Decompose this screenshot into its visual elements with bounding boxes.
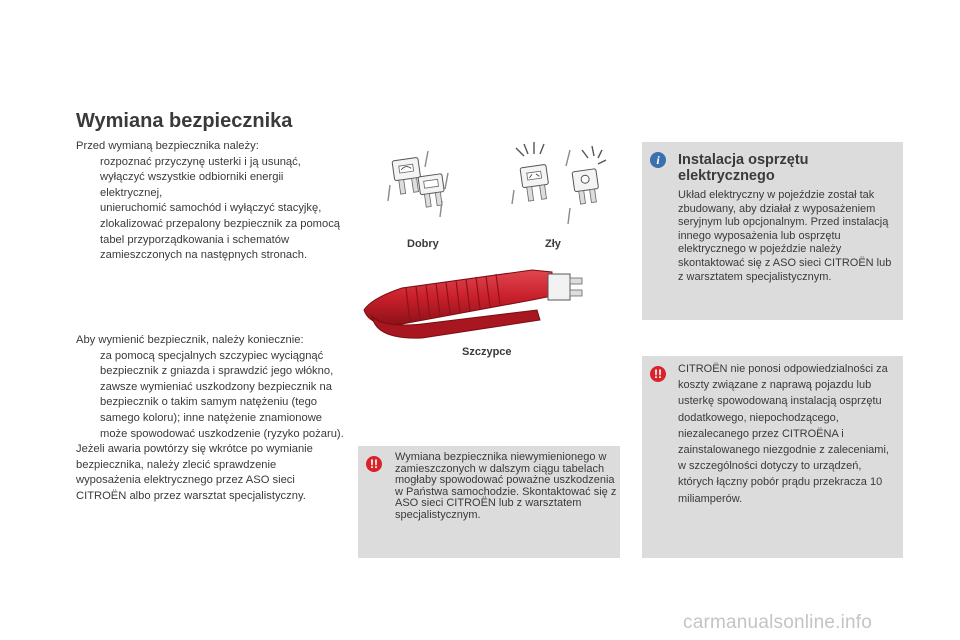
fuse-good-illustration: [384, 145, 464, 235]
instructions-before: [76, 139, 344, 264]
warning-icon: !!: [650, 366, 666, 382]
list-item: zawsze wymieniać uszkodzony bezpiecznik na bezpiecznik o takim samym natężeniu (tego samego koloru); inne natężenie znamionowe może spowodować uszkodzenie (ryzyko pożaru).: [100, 380, 344, 440]
caption-pliers: Szczypce: [462, 346, 512, 358]
info-text: Układ elektryczny w pojeździe został tak zbudowany, aby działał z wyposażeniem seryjnym lub opcjonalnym. Przed instalacją innego wyposażenia lub osprzętu elektrycznego w pojeździe należy skontaktować się z ASO sieci CITROËN lub z warsztatem specjalistycznym.: [678, 189, 892, 283]
warning-fuse-text: Wymiana bezpiecznika niewymienionego w zamieszczonych w dalszym ciągu tabelach mogłaby spowodować poważne uszkodzenia w Państwa samochodzie. Skontaktować się z ASO sieci CITROËN lub z warsztatem specjalistycznym.: [395, 451, 617, 521]
intro2-text: Aby wymienić bezpiecznik, należy koniecznie:: [76, 334, 304, 346]
caption-good: Dobry: [407, 238, 439, 250]
warning-liability-text: CITROËN nie ponosi odpowiedzialności za koszty związane z naprawą pojazdu lub usterkę spowodowaną instalacją osprzętu dodatkowego, niepochodzącego, niezalecanego przez CITROËNA i zainstalowanego niezgodnie z zaleceniami, w szczególności dotyczy to urządzeń, których łączny pobór prądu przekracza 10 miliamperów.: [678, 363, 889, 505]
caption-bad: Zły: [545, 238, 561, 250]
watermark: carmanualsonline.info: [683, 612, 873, 633]
steps-before-list: [76, 155, 344, 264]
steps-replace-list: [76, 349, 344, 443]
list-item: za pomocą specjalnych szczypiec wyciągnąć bezpiecznik z gniazda i sprawdzić jego włókno,: [100, 349, 334, 378]
info-heading: Instalacja osprzętu elektrycznego: [678, 152, 809, 184]
instructions-replace: [76, 333, 344, 505]
intro-text: Przed wymianą bezpiecznika należy:: [76, 140, 259, 152]
list-item: zlokalizować przepalony bezpiecznik za pomocą tabel przyporządkowania i schematów zamieszczonych na następnych stronach.: [100, 217, 341, 262]
info-icon: i: [650, 152, 666, 168]
list-item: unieruchomić samochód i wyłączyć stacyjkę,: [100, 202, 322, 215]
list-item: wyłączyć wszystkie odbiorniki energii elektrycznej,: [100, 171, 284, 199]
list-item: rozpoznać przyczynę usterki i ją usunąć,: [100, 155, 301, 168]
fuse-bad-illustration: [510, 142, 610, 237]
fuse-pliers-illustration: [362, 258, 602, 343]
closing-text: Jeżeli awaria powtórzy się wkrótce po wymianie bezpiecznika, należy zlecić sprawdzenie wyposażenia elektrycznego przez ASO sieci CITROËN albo przez warsztat specjalistyczny.: [76, 443, 313, 502]
page-title: Wymiana bezpiecznika: [76, 110, 293, 132]
warning-icon: !!: [366, 456, 382, 472]
